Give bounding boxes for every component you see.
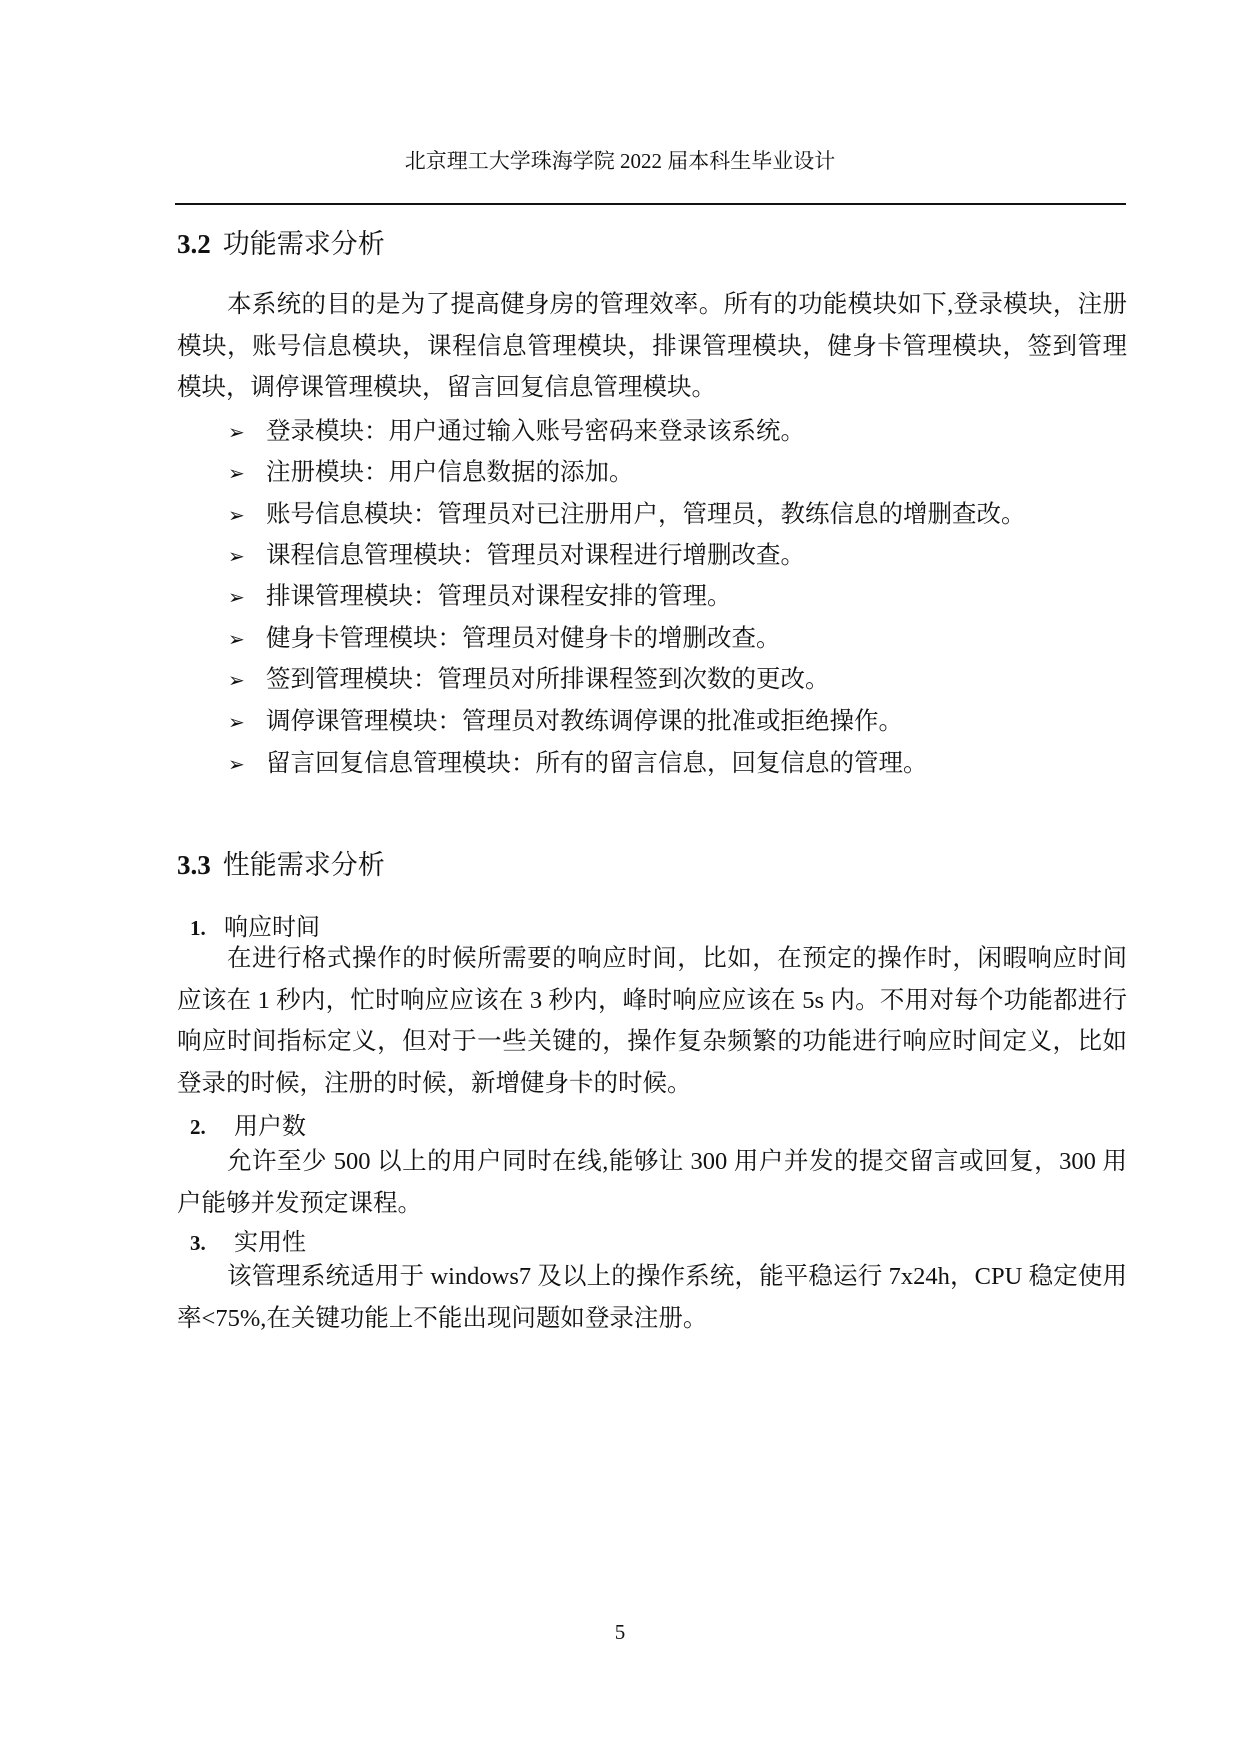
subsection-number: 2. bbox=[190, 1115, 206, 1139]
arrow-bullet-icon: ➢ bbox=[228, 505, 245, 527]
list-item bbox=[228, 744, 928, 779]
list-item bbox=[228, 702, 903, 737]
list-item-text: 签到管理模块：管理员对所排课程签到次数的更改。 bbox=[266, 666, 830, 693]
section-title: 功能需求分析 bbox=[222, 229, 385, 259]
list-item bbox=[228, 412, 805, 447]
subsection-title: 响应时间 bbox=[224, 915, 320, 941]
section-heading-3-2 bbox=[177, 222, 385, 261]
response-time-paragraph: 在进行格式操作的时候所需要的响应时间，比如，在预定的操作时，闲暇响应时间应该在 1 秒内，忙时响应应该在 3 秒内，峰时响应应该在 5s 内。不用对每个功能都进行响应时间指标定义，但对于一些关键的，操作复杂频繁的功能进行响应时间定义，比如登录的时候，注册的时候，新增健身卡的时候。 bbox=[177, 945, 1127, 1097]
arrow-bullet-icon: ➢ bbox=[228, 587, 245, 609]
header-rule bbox=[175, 203, 1126, 205]
list-item bbox=[228, 577, 732, 612]
arrow-bullet-icon: ➢ bbox=[228, 670, 245, 692]
list-item-text: 课程信息管理模块：管理员对课程进行增删改查。 bbox=[266, 542, 805, 569]
arrow-bullet-icon: ➢ bbox=[228, 422, 245, 444]
section-number: 3.2 bbox=[177, 229, 211, 259]
arrow-bullet-icon: ➢ bbox=[228, 629, 245, 651]
subsection-number: 3. bbox=[190, 1231, 206, 1255]
subsection-title: 实用性 bbox=[234, 1230, 306, 1256]
usability-paragraph: 该管理系统适用于 windows7 及以上的操作系统，能平稳运行 7x24h，CPU 稳定使用率<75%,在关键功能上不能出现问题如登录注册。 bbox=[177, 1263, 1127, 1332]
arrow-bullet-icon: ➢ bbox=[228, 463, 245, 485]
arrow-bullet-icon: ➢ bbox=[228, 712, 245, 734]
section-heading-3-3 bbox=[177, 843, 385, 882]
list-item bbox=[228, 536, 805, 571]
section-number: 3.3 bbox=[177, 850, 211, 880]
list-item-text: 登录模块：用户通过输入账号密码来登录该系统。 bbox=[266, 418, 805, 445]
intro-paragraph: 本系统的目的是为了提高健身房的管理效率。所有的功能模块如下,登录模块，注册模块，账号信息模块，课程信息管理模块，排课管理模块，健身卡管理模块，签到管理模块，调停课管理模块，留言回复信息管理模块。 bbox=[177, 291, 1127, 401]
list-item-text: 调停课管理模块：管理员对教练调停课的批准或拒绝操作。 bbox=[266, 708, 903, 735]
page-number: 5 bbox=[614, 1620, 626, 1644]
subsection-number: 1. bbox=[190, 916, 206, 940]
list-item-text: 健身卡管理模块：管理员对健身卡的增删改查。 bbox=[266, 625, 781, 652]
list-item bbox=[228, 495, 1026, 530]
arrow-bullet-icon: ➢ bbox=[228, 546, 245, 568]
list-item-text: 账号信息模块：管理员对已注册用户，管理员，教练信息的增删查改。 bbox=[266, 501, 1026, 528]
subsection-heading bbox=[190, 1106, 306, 1141]
subsection-heading bbox=[190, 907, 320, 942]
list-item-text: 注册模块：用户信息数据的添加。 bbox=[266, 459, 634, 486]
user-count-paragraph: 允许至少 500 以上的用户同时在线,能够让 300 用户并发的提交留言或回复，300 用户能够并发预定课程。 bbox=[177, 1148, 1127, 1217]
page-header: 北京理工大学珠海学院 2022 届本科生毕业设计 bbox=[404, 149, 836, 173]
list-item bbox=[228, 619, 781, 654]
subsection-heading bbox=[190, 1222, 306, 1257]
section-title: 性能需求分析 bbox=[222, 850, 385, 880]
list-item-text: 排课管理模块：管理员对课程安排的管理。 bbox=[266, 583, 732, 610]
list-item bbox=[228, 660, 830, 695]
arrow-bullet-icon: ➢ bbox=[228, 754, 245, 776]
list-item bbox=[228, 453, 634, 488]
list-item-text: 留言回复信息管理模块：所有的留言信息，回复信息的管理。 bbox=[266, 750, 928, 777]
subsection-title: 用户数 bbox=[234, 1114, 306, 1140]
